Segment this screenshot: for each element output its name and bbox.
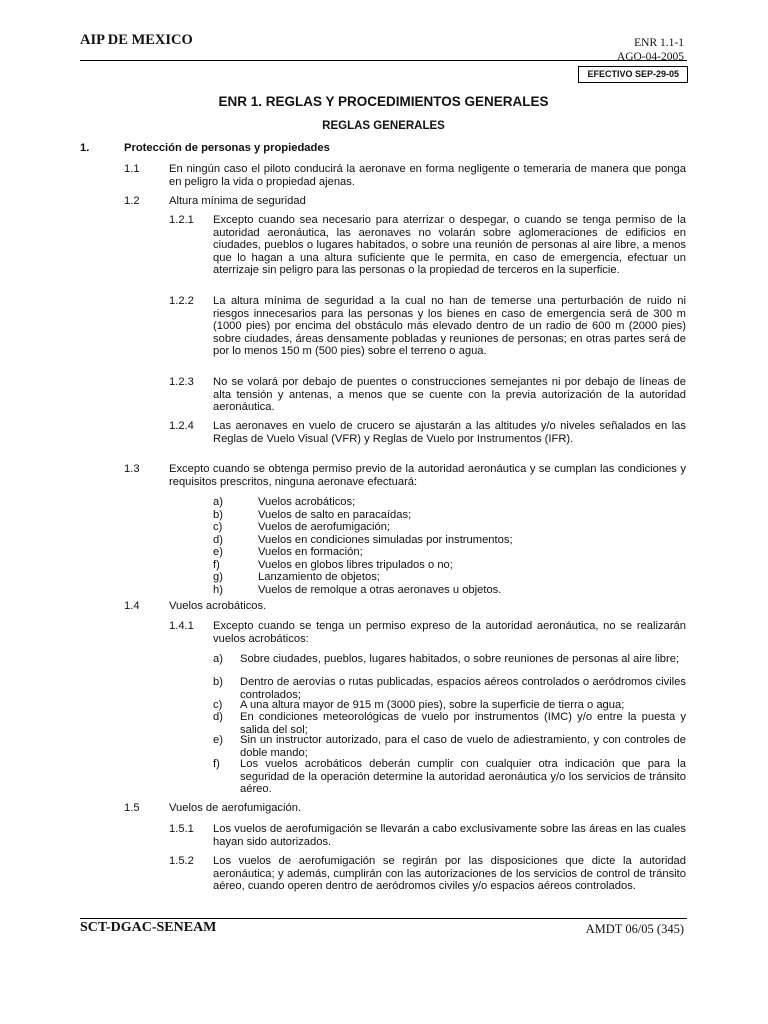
clause-number: 1.2.4 <box>169 420 194 432</box>
list-text: A una altura mayor de 915 m (3000 pies), sobre la superficie de tierra o agua; <box>240 699 625 711</box>
clause-text: Vuelos de aerofumigación. <box>169 802 302 814</box>
list-marker: d) <box>213 533 223 546</box>
clause-number: 1.5 <box>124 802 140 814</box>
document-subtitle: REGLAS GENERALES <box>322 120 445 132</box>
list-marker: c) <box>213 521 223 533</box>
clause-text: Vuelos acrobáticos. <box>169 600 267 612</box>
section-title: Protección de personas y propiedades <box>124 142 330 154</box>
effective-date-badge: EFECTIVO SEP-29-05 <box>578 66 688 83</box>
list-text: Sin un instructor autorizado, para el caso de vuelo de adiestramiento, y con controles de doble mando; <box>240 734 686 759</box>
list-text: En condiciones meteorológicas de vuelo por instrumentos (IMC) y/o entre la puesta y salida del sol; <box>240 711 686 736</box>
list-text: Vuelos de aerofumigación; <box>258 521 391 533</box>
list-marker: a) <box>213 653 223 665</box>
list-text: Lanzamiento de objetos; <box>258 571 380 583</box>
clause-number: 1.5.2 <box>169 855 194 867</box>
document-title: ENR 1. REGLAS Y PROCEDIMIENTOS GENERALES <box>218 94 549 109</box>
list-marker: h) <box>213 583 223 596</box>
list-marker: d) <box>213 711 223 723</box>
clause-number: 1.2.3 <box>169 376 194 388</box>
list-marker: g) <box>213 571 223 583</box>
list-marker: b) <box>213 676 223 688</box>
list-text: Vuelos de salto en paracaídas; <box>258 508 412 521</box>
list-text: Vuelos en formación; <box>258 546 363 558</box>
list-text: Los vuelos acrobáticos deberán cumplir con cualquier otra indicación que para la seguridad de la operación determine la autoridad aeronáutica y/o los servicios de tránsito aéreo. <box>240 758 686 795</box>
footer-amendment: AMDT 06/05 (345) <box>585 922 684 936</box>
clause-text: Excepto cuando se obtenga permiso previo de la autoridad aeronáutica y se cumplan las condiciones y requisitos prescritos, ninguna aeronave efectuará: <box>169 463 686 488</box>
clause-text: En ningún caso el piloto conducirá la aeronave en forma negligente o temeraria de manera que ponga en peligro la vida o propiedad ajenas. <box>169 163 686 188</box>
header-title: AIP DE MEXICO <box>80 32 193 48</box>
footer-divider <box>80 918 687 919</box>
list-text: Vuelos en globos libres tripulados o no; <box>258 558 453 571</box>
list-marker: a) <box>213 496 223 508</box>
clause-number: 1.2.1 <box>169 214 194 226</box>
clause-number: 1.2.2 <box>169 295 194 307</box>
list-marker: f) <box>213 558 220 571</box>
clause-number: 1.3 <box>124 463 140 475</box>
clause-text: La altura mínima de seguridad a la cual no han de temerse una perturbación de ruido ni riesgos innecesarios para las personas y los bienes en caso de emergencia será de 300 m (1000 pies) por encima del obstáculo más elevado dentro de un radio de 600 m (2000 pies) sobre ciudades, áreas densamente pobladas y reuniones de personas; en otras partes será de por lo menos 150 m (500 pies) sobre el terreno o agua. <box>213 295 686 357</box>
clause-text: Las aeronaves en vuelo de crucero se ajustarán a las altitudes y/o niveles señalados en las Reglas de Vuelo Visual (VFR) y Reglas de Vuelo por Instrumentos (IFR). <box>213 420 686 445</box>
clause-text: Los vuelos de aerofumigación se llevarán a cabo exclusivamente sobre las áreas en las cuales hayan sido autorizados. <box>213 823 686 848</box>
clause-number: 1.2 <box>124 195 140 207</box>
list-marker: e) <box>213 734 223 746</box>
list-text: Vuelos de remolque a otras aeronaves u objetos. <box>258 583 502 596</box>
clause-number: 1.4 <box>124 600 140 612</box>
page-reference: ENR 1.1-1 <box>634 37 684 49</box>
section-number: 1. <box>80 142 90 154</box>
clause-text: Excepto cuando sea necesario para aterrizar o despegar, o cuando se tenga permiso de la autoridad aeronáutica, las aeronaves no volarán sobre aglomeraciones de edificios en ciudades, pueblos o lugares habitados, o sobre una reunión de personas al aire libre, a menos que lo hagan a una altura suficiente que le permita, en caso de emergencia, efectuar un aterrizaje sin peligro para las personas o la propiedad de terceros en la superficie. <box>213 214 686 276</box>
publication-date: AGO-04-2005 <box>616 50 684 63</box>
clause-number: 1.1 <box>124 163 140 175</box>
clause-text: Excepto cuando se tenga un permiso expreso de la autoridad aeronáutica, no se realizarán vuelos acrobáticos: <box>213 620 686 645</box>
list-marker: e) <box>213 546 223 558</box>
clause-number: 1.5.1 <box>169 823 194 835</box>
list-marker: f) <box>213 758 220 770</box>
footer-organization: SCT-DGAC-SENEAM <box>80 920 217 935</box>
clause-text: No se volará por debajo de puentes o construcciones semejantes ni por debajo de líneas de alta tensión y antenas, a menos que se cuente con la previa autorización de la autoridad aeronáutica. <box>213 376 686 413</box>
clause-number: 1.4.1 <box>169 620 194 632</box>
list-text: Sobre ciudades, pueblos, lugares habitados, o sobre reuniones de personas al aire libre; <box>240 653 680 665</box>
list-text: Dentro de aerovías o rutas publicadas, espacios aéreos controlados o aeródromos civiles controlados; <box>240 676 686 701</box>
list-text: Vuelos en condiciones simuladas por instrumentos; <box>258 533 513 546</box>
clause-text: Los vuelos de aerofumigación se regirán por las disposiciones que dicte la autoridad aeronáutica; y además, cumplirán con las autorizaciones de los servicios de control de tránsito aéreo, cuando operen dentro de aeródromos civiles y/o espacios aéreos controlados. <box>213 855 686 892</box>
list-marker: c) <box>213 699 223 711</box>
header-divider <box>80 60 687 61</box>
list-marker: b) <box>213 508 223 521</box>
clause-text: Altura mínima de seguridad <box>169 195 306 207</box>
list-text: Vuelos acrobáticos; <box>258 496 356 508</box>
